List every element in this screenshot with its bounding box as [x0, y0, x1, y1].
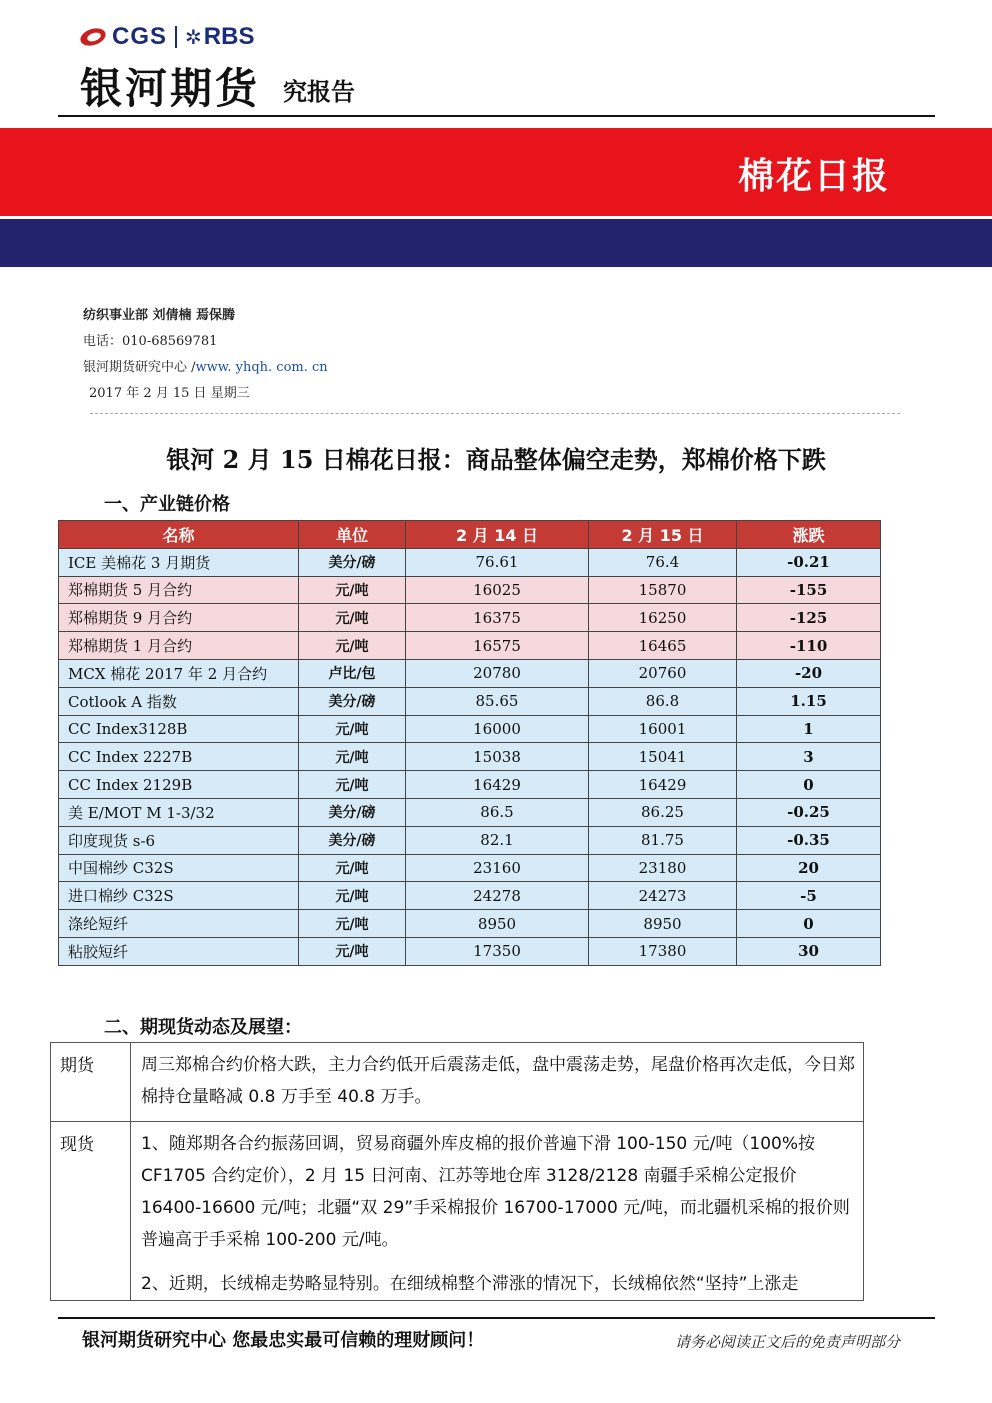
futures-label: 期货: [51, 1043, 131, 1122]
row-feb15-value: 86.25: [589, 798, 737, 826]
row-feb15-value: 86.8: [589, 687, 737, 715]
row-feb14-value: 16375: [406, 604, 589, 632]
author-line: 纺织事业部 刘倩楠 焉保腾: [83, 308, 236, 323]
dashed-divider: [90, 413, 900, 414]
row-unit: 元/吨: [299, 910, 406, 938]
table-row: [59, 826, 881, 854]
table-header-row: [59, 521, 881, 549]
row-feb14-value: 16575: [406, 632, 589, 660]
table-row: [59, 798, 881, 826]
spot-label: 现货: [51, 1122, 131, 1301]
row-name: 涤纶短纤: [59, 910, 299, 938]
row-feb14-value: 8950: [406, 910, 589, 938]
table-row: [59, 854, 881, 882]
row-feb14-value: 76.61: [406, 548, 589, 576]
center-name: 银河期货研究中心 /: [83, 360, 196, 375]
row-name: CC Index 2227B: [59, 743, 299, 771]
row-unit: 卢比/包: [299, 659, 406, 687]
commentary-table: [50, 1042, 864, 1301]
section-1-heading: 一、产业链价格: [104, 494, 230, 515]
row-feb15-value: 8950: [589, 910, 737, 938]
table-row: [59, 771, 881, 799]
title-band: [0, 128, 992, 216]
row-feb15-value: 16429: [589, 771, 737, 799]
price-table: [58, 520, 881, 966]
center-line: [83, 356, 328, 375]
row-name: 郑棉期货 9 月合约: [59, 604, 299, 632]
row-feb15-value: 17380: [589, 937, 737, 965]
col-header-feb14: 2 月 14 日: [406, 521, 589, 549]
spot-paragraph-2: 2、近期，长绒棉走势略显特别。在细绒棉整个滞涨的情况下，长绒棉依然“坚持”上涨走: [141, 1274, 799, 1294]
row-unit: 元/吨: [299, 854, 406, 882]
row-feb14-value: 82.1: [406, 826, 589, 854]
brand-name: 银河期货: [80, 64, 261, 113]
blue-band: [0, 219, 992, 267]
row-feb14-value: 23160: [406, 854, 589, 882]
row-name: 粘胶短纤: [59, 937, 299, 965]
row-name: 郑棉期货 5 月合约: [59, 576, 299, 604]
table-row: [59, 632, 881, 660]
futures-row: [51, 1043, 864, 1122]
cgs-swirl-icon: [80, 27, 108, 47]
table-row: [59, 576, 881, 604]
futures-text: 周三郑棉合约价格大跌，主力合约低开后震荡走低，盘中震荡走势，尾盘价格再次走低，今日郑棉持仓量略减 0.8 万手至 40.8 万手。: [131, 1043, 864, 1122]
row-unit: 美分/磅: [299, 798, 406, 826]
col-header-change: 涨跌: [737, 521, 881, 549]
row-change-value: -20: [737, 659, 881, 687]
row-unit: 美分/磅: [299, 687, 406, 715]
footer-slogan: 银河期货研究中心 您最忠实最可信赖的理财顾问！: [82, 1330, 485, 1351]
table-row: [59, 937, 881, 965]
row-change-value: -155: [737, 576, 881, 604]
band-title: 棉花日报: [737, 156, 890, 197]
header-rule: [58, 115, 935, 117]
price-table-body: [59, 548, 881, 965]
rbs-logo: RBS: [203, 23, 255, 50]
footer-rule: [58, 1317, 935, 1319]
row-unit: 元/吨: [299, 632, 406, 660]
row-feb15-value: 15041: [589, 743, 737, 771]
row-change-value: -0.35: [737, 826, 881, 854]
row-change-value: 0: [737, 771, 881, 799]
row-change-value: 20: [737, 854, 881, 882]
col-header-name: 名称: [59, 521, 299, 549]
logo-row: [80, 22, 254, 52]
row-feb15-value: 81.75: [589, 826, 737, 854]
row-change-value: -125: [737, 604, 881, 632]
row-change-value: 1: [737, 715, 881, 743]
row-change-value: 0: [737, 910, 881, 938]
row-unit: 元/吨: [299, 743, 406, 771]
row-name: CC Index3128B: [59, 715, 299, 743]
table-row: [59, 604, 881, 632]
row-unit: 元/吨: [299, 576, 406, 604]
row-name: CC Index 2129B: [59, 771, 299, 799]
row-unit: 元/吨: [299, 715, 406, 743]
row-name: ICE 美棉花 3 月期货: [59, 548, 299, 576]
row-unit: 元/吨: [299, 771, 406, 799]
table-row: [59, 910, 881, 938]
row-name: 中国棉纱 C32S: [59, 854, 299, 882]
rbs-mark-icon: ✲: [185, 25, 202, 49]
row-change-value: -5: [737, 882, 881, 910]
col-header-feb15: 2 月 15 日: [589, 521, 737, 549]
row-feb14-value: 24278: [406, 882, 589, 910]
table-row: [59, 743, 881, 771]
row-feb14-value: 17350: [406, 937, 589, 965]
row-name: Cotlook A 指数: [59, 687, 299, 715]
row-unit: 美分/磅: [299, 548, 406, 576]
table-row: [59, 715, 881, 743]
row-feb14-value: 16000: [406, 715, 589, 743]
row-feb15-value: 15870: [589, 576, 737, 604]
row-unit: 元/吨: [299, 604, 406, 632]
spot-paragraph-1: 1、随郑期各合约振荡回调，贸易商疆外库皮棉的报价普遍下滑 100-150 元/吨（100%按 CF1705 合约定价），2 月 15 日河南、江苏等地仓库 3128/2128 南疆手采棉公定报价 16400-16600 元/吨；北疆“双 29”手采棉报价 16700-17000 元/吨，而北疆机采棉的报价则普遍高于手采棉 100-200 元/吨。: [141, 1134, 850, 1250]
logo-divider: [175, 26, 177, 48]
row-feb14-value: 16025: [406, 576, 589, 604]
row-name: 美 E/MOT M 1-3/32: [59, 798, 299, 826]
table-row: [59, 687, 881, 715]
row-feb14-value: 85.65: [406, 687, 589, 715]
table-row: [59, 548, 881, 576]
row-name: 印度现货 s-6: [59, 826, 299, 854]
row-change-value: 1.15: [737, 687, 881, 715]
row-unit: 美分/磅: [299, 826, 406, 854]
brand-subtitle: 究报告: [283, 78, 355, 106]
spot-text: [131, 1122, 864, 1301]
table-row: [59, 659, 881, 687]
phone-line: 电话：010-68569781: [83, 334, 218, 349]
row-unit: 元/吨: [299, 937, 406, 965]
row-name: MCX 棉花 2017 年 2 月合约: [59, 659, 299, 687]
row-feb14-value: 86.5: [406, 798, 589, 826]
cgs-logo: CGS: [112, 23, 168, 50]
row-name: 郑棉期货 1 月合约: [59, 632, 299, 660]
row-name: 进口棉纱 C32S: [59, 882, 299, 910]
row-feb15-value: 20760: [589, 659, 737, 687]
row-feb15-value: 16001: [589, 715, 737, 743]
date-line: 2017 年 2 月 15 日 星期三: [89, 386, 250, 401]
website-link[interactable]: www. yhqh. com. cn: [195, 360, 328, 375]
row-unit: 元/吨: [299, 882, 406, 910]
row-feb14-value: 16429: [406, 771, 589, 799]
row-change-value: 3: [737, 743, 881, 771]
table-row: [59, 882, 881, 910]
row-feb14-value: 15038: [406, 743, 589, 771]
row-feb15-value: 24273: [589, 882, 737, 910]
row-feb14-value: 20780: [406, 659, 589, 687]
col-header-unit: 单位: [299, 521, 406, 549]
row-change-value: -0.25: [737, 798, 881, 826]
row-feb15-value: 16465: [589, 632, 737, 660]
row-change-value: -110: [737, 632, 881, 660]
footer-disclaimer: 请务必阅读正文后的免责声明部分: [674, 1333, 900, 1351]
row-feb15-value: 76.4: [589, 548, 737, 576]
report-title: 银河 2 月 15 日棉花日报：商品整体偏空走势，郑棉价格下跌: [166, 445, 826, 474]
spot-row: [51, 1122, 864, 1301]
row-feb15-value: 16250: [589, 604, 737, 632]
row-change-value: -0.21: [737, 548, 881, 576]
row-feb15-value: 23180: [589, 854, 737, 882]
section-2-heading: 二、期现货动态及展望：: [104, 1017, 302, 1038]
row-change-value: 30: [737, 937, 881, 965]
